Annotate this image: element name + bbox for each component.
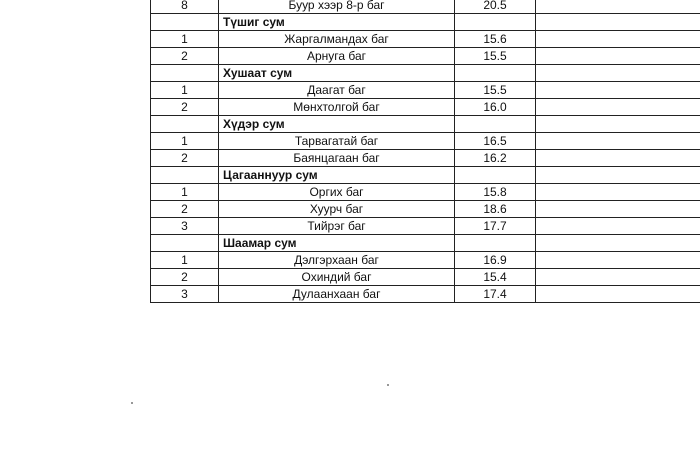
group-title-cell: Түшиг сум bbox=[219, 14, 455, 31]
bag-name-cell: Арнуга баг bbox=[219, 48, 455, 65]
extra-cell bbox=[536, 201, 700, 218]
row-number-cell: 1 bbox=[151, 252, 219, 269]
row-number-cell: 2 bbox=[151, 99, 219, 116]
value-cell: 17.4 bbox=[455, 286, 536, 303]
value-cell: 16.5 bbox=[455, 133, 536, 150]
scan-speck bbox=[387, 384, 389, 386]
table-row bbox=[151, 48, 700, 65]
group-title-cell: Хушаат сум bbox=[219, 65, 455, 82]
bag-name-cell: Дулаанхаан баг bbox=[219, 286, 455, 303]
extra-cell bbox=[536, 269, 700, 286]
table-row bbox=[151, 99, 700, 116]
extra-cell bbox=[536, 133, 700, 150]
group-value-cell bbox=[455, 167, 536, 184]
group-num-cell bbox=[151, 14, 219, 31]
table-body bbox=[151, 0, 700, 303]
bag-name-cell: Охиндий баг bbox=[219, 269, 455, 286]
table-row bbox=[151, 150, 700, 167]
group-header-row bbox=[151, 65, 700, 82]
data-table bbox=[150, 0, 700, 303]
table-row bbox=[151, 31, 700, 48]
extra-cell bbox=[536, 0, 700, 14]
table-row bbox=[151, 269, 700, 286]
group-header-row bbox=[151, 235, 700, 252]
table-row bbox=[151, 201, 700, 218]
group-title-cell: Шаамар сум bbox=[219, 235, 455, 252]
row-number-cell: 3 bbox=[151, 286, 219, 303]
bag-name-cell: Хуурч баг bbox=[219, 201, 455, 218]
value-cell: 16.9 bbox=[455, 252, 536, 269]
row-number-cell: 1 bbox=[151, 31, 219, 48]
row-number-cell: 2 bbox=[151, 269, 219, 286]
group-header-row bbox=[151, 167, 700, 184]
table-row bbox=[151, 184, 700, 201]
extra-cell bbox=[536, 286, 700, 303]
extra-cell bbox=[536, 31, 700, 48]
bag-name-cell: Оргих баг bbox=[219, 184, 455, 201]
bag-name-cell: Баянцагаан баг bbox=[219, 150, 455, 167]
value-cell: 15.5 bbox=[455, 82, 536, 99]
extra-cell bbox=[536, 116, 700, 133]
row-number-cell: 8 bbox=[151, 0, 219, 14]
bag-name-cell: Тарвагатай баг bbox=[219, 133, 455, 150]
table-row bbox=[151, 0, 700, 14]
bag-name-cell: Даагат баг bbox=[219, 82, 455, 99]
table-row bbox=[151, 252, 700, 269]
group-num-cell bbox=[151, 116, 219, 133]
value-cell: 15.8 bbox=[455, 184, 536, 201]
group-header-row bbox=[151, 116, 700, 133]
value-cell: 15.5 bbox=[455, 48, 536, 65]
row-number-cell: 1 bbox=[151, 184, 219, 201]
value-cell: 15.4 bbox=[455, 269, 536, 286]
value-cell: 17.7 bbox=[455, 218, 536, 235]
table-row bbox=[151, 133, 700, 150]
row-number-cell: 2 bbox=[151, 48, 219, 65]
extra-cell bbox=[536, 150, 700, 167]
group-num-cell bbox=[151, 65, 219, 82]
table-row bbox=[151, 286, 700, 303]
value-cell: 18.6 bbox=[455, 201, 536, 218]
extra-cell bbox=[536, 184, 700, 201]
extra-cell bbox=[536, 218, 700, 235]
extra-cell bbox=[536, 235, 700, 252]
bag-name-cell: Тийрэг баг bbox=[219, 218, 455, 235]
row-number-cell: 2 bbox=[151, 150, 219, 167]
scan-speck bbox=[131, 402, 133, 404]
group-value-cell bbox=[455, 116, 536, 133]
table-row bbox=[151, 218, 700, 235]
extra-cell bbox=[536, 82, 700, 99]
group-value-cell bbox=[455, 14, 536, 31]
value-cell: 15.6 bbox=[455, 31, 536, 48]
row-number-cell: 1 bbox=[151, 133, 219, 150]
extra-cell bbox=[536, 167, 700, 184]
extra-cell bbox=[536, 48, 700, 65]
row-number-cell: 1 bbox=[151, 82, 219, 99]
extra-cell bbox=[536, 65, 700, 82]
value-cell: 20.5 bbox=[455, 0, 536, 14]
bag-name-cell: Жаргалмандах баг bbox=[219, 31, 455, 48]
group-num-cell bbox=[151, 235, 219, 252]
value-cell: 16.2 bbox=[455, 150, 536, 167]
group-value-cell bbox=[455, 65, 536, 82]
row-number-cell: 2 bbox=[151, 201, 219, 218]
group-title-cell: Цагааннуур сум bbox=[219, 167, 455, 184]
extra-cell bbox=[536, 14, 700, 31]
bag-name-cell: Дэлгэрхаан баг bbox=[219, 252, 455, 269]
bag-name-cell: Буур хээр 8-р баг bbox=[219, 0, 455, 14]
group-header-row bbox=[151, 14, 700, 31]
group-title-cell: Хүдэр сум bbox=[219, 116, 455, 133]
group-num-cell bbox=[151, 167, 219, 184]
extra-cell bbox=[536, 99, 700, 116]
extra-cell bbox=[536, 252, 700, 269]
row-number-cell: 3 bbox=[151, 218, 219, 235]
table-row bbox=[151, 82, 700, 99]
group-value-cell bbox=[455, 235, 536, 252]
value-cell: 16.0 bbox=[455, 99, 536, 116]
bag-name-cell: Мөнхтолгой баг bbox=[219, 99, 455, 116]
